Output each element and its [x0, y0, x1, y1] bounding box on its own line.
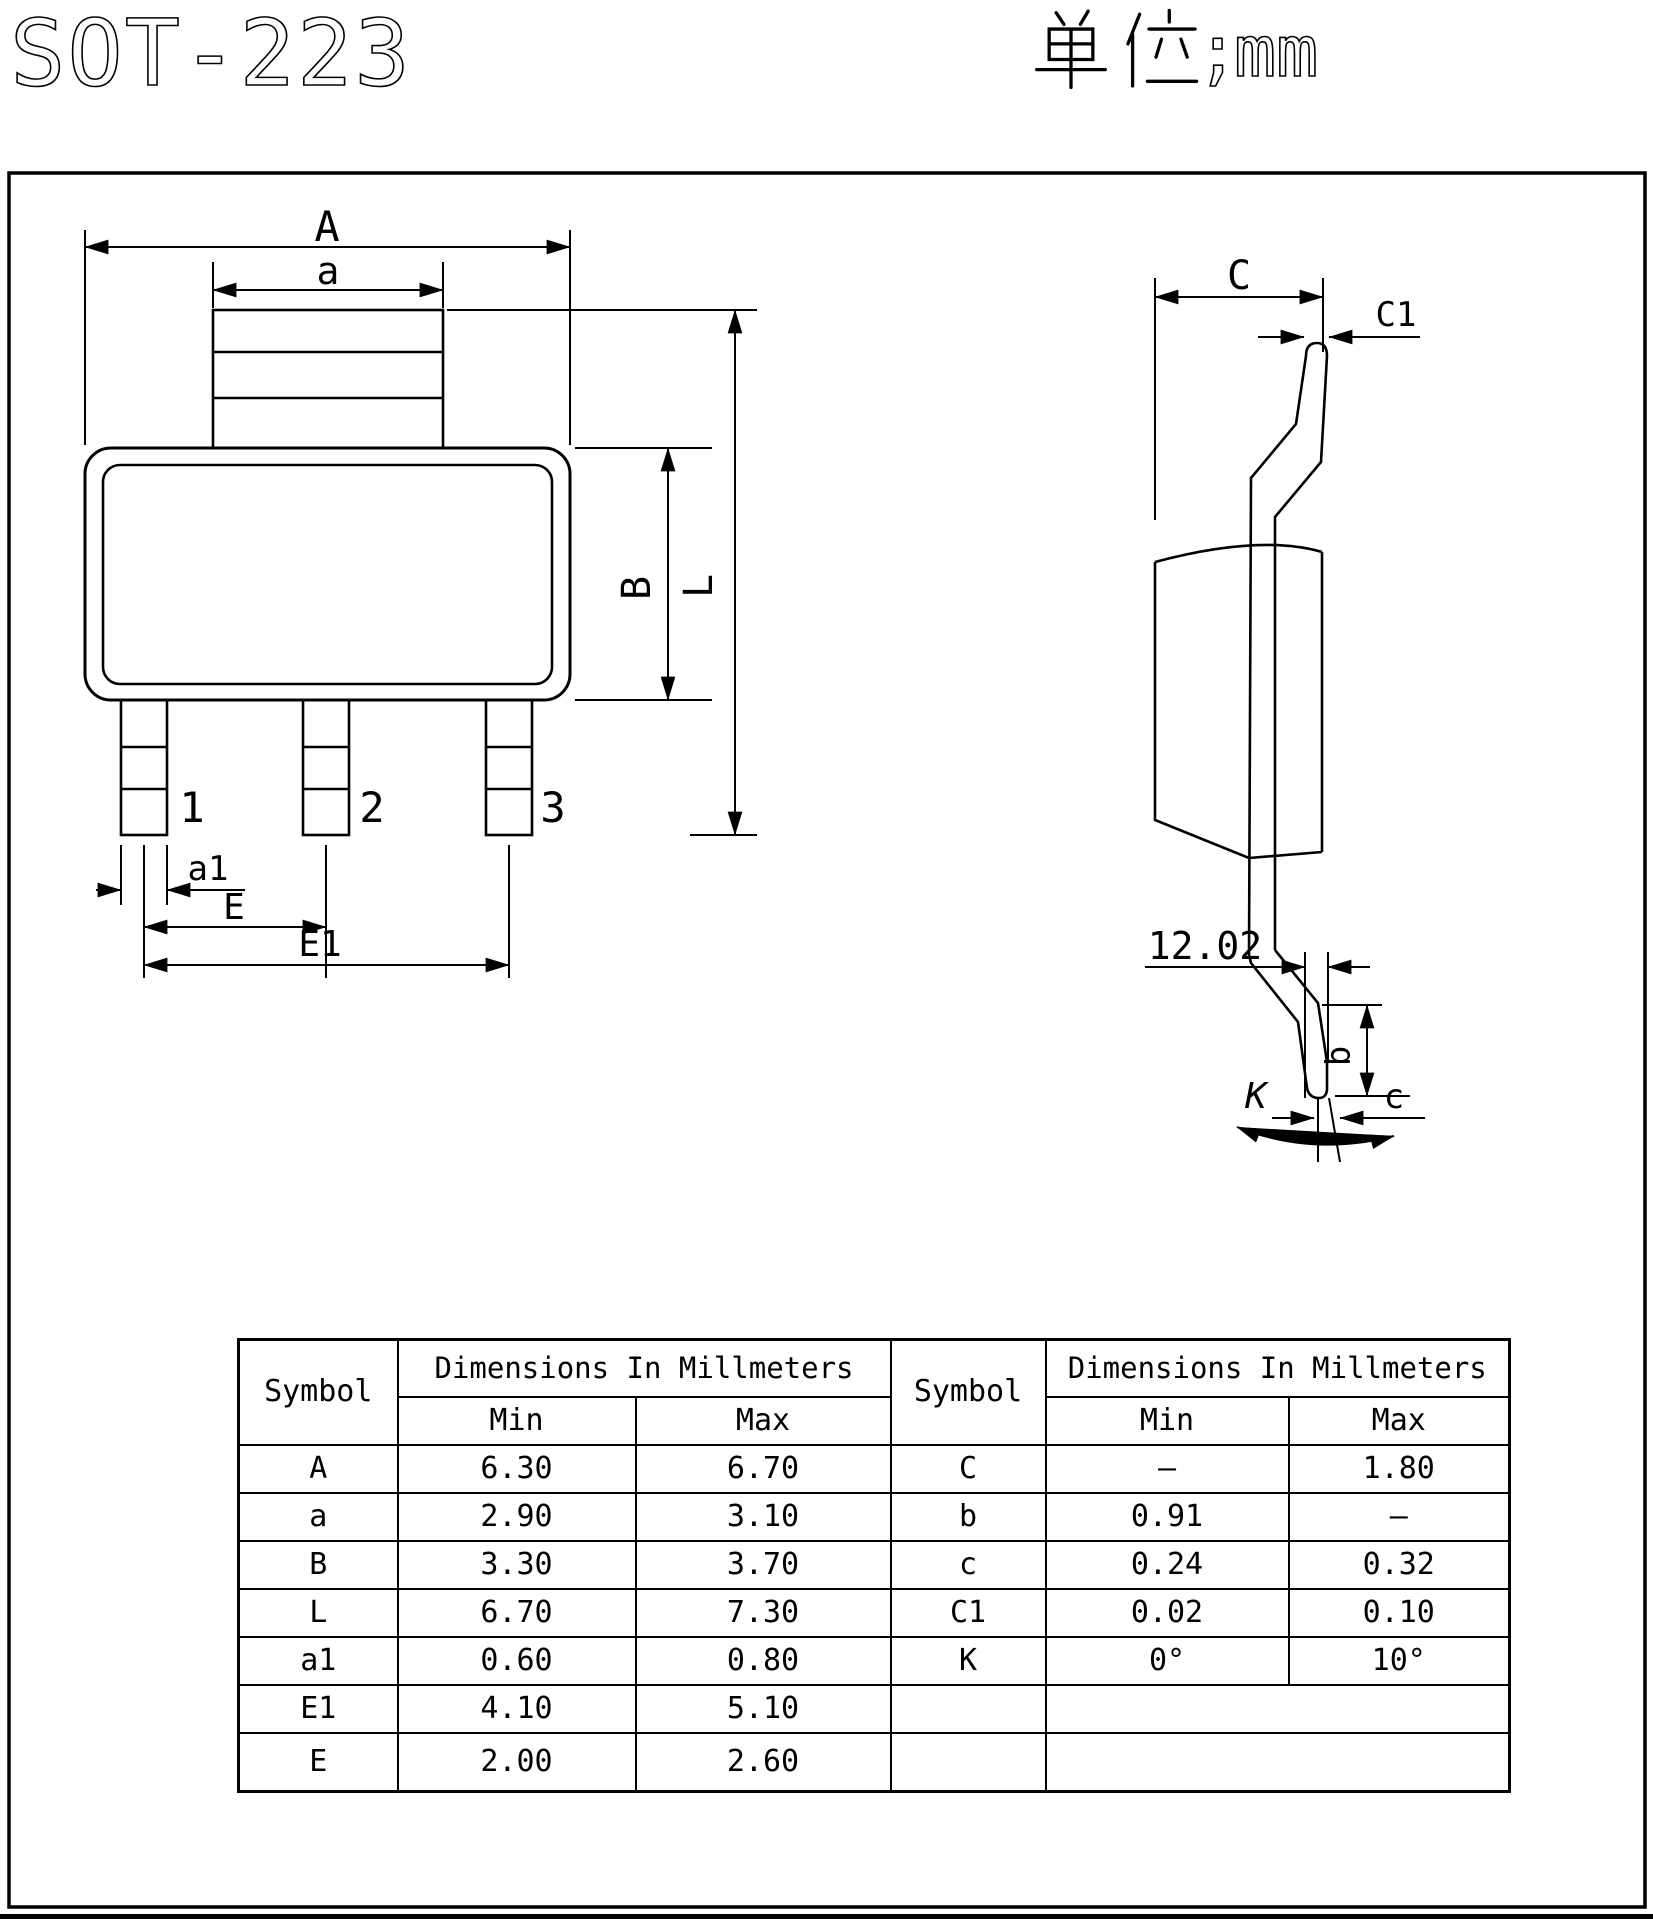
- dim-B-label: B: [614, 575, 660, 601]
- dim-a1-label: a1: [187, 849, 229, 889]
- sheet-title: SOT-223: [10, 0, 412, 107]
- symbol-cell: b: [891, 1493, 1046, 1541]
- max-cell: 3.10: [636, 1493, 891, 1541]
- dimensions-table: [237, 1338, 1511, 1793]
- table-row: [239, 1445, 1510, 1493]
- max-cell: 0.80: [636, 1637, 891, 1685]
- symbol-cell: L: [239, 1589, 398, 1637]
- max-cell: 7.30: [636, 1589, 891, 1637]
- value-cell-empty: [1046, 1733, 1510, 1791]
- dimension-a: [213, 249, 443, 308]
- dim-L-label: L: [676, 573, 722, 599]
- dimension-C1: [1258, 295, 1420, 337]
- pin-3-label: 3: [540, 783, 566, 832]
- k-angle-arc: [1237, 1127, 1394, 1145]
- pin-1-label: 1: [179, 783, 205, 832]
- dim-C1-label: C1: [1375, 295, 1417, 335]
- symbol-cell: c: [891, 1541, 1046, 1589]
- symbol-cell-empty: [891, 1733, 1046, 1791]
- min-cell: 0.91: [1046, 1493, 1289, 1541]
- tab-lead-right-edge: [1275, 356, 1327, 950]
- side-body-bottom-edge: [1249, 852, 1322, 858]
- min-cell: 2.90: [398, 1493, 636, 1541]
- table-row: [239, 1541, 1510, 1589]
- min-cell: 2.00: [398, 1733, 636, 1791]
- max-cell: 10°: [1289, 1637, 1510, 1685]
- front-view-pin-labels: [179, 783, 565, 832]
- symbol-cell: a: [239, 1493, 398, 1541]
- unit-cjk-glyphs: [1037, 10, 1197, 87]
- min-cell: 0.24: [1046, 1541, 1289, 1589]
- min-cell: 3.30: [398, 1541, 636, 1589]
- max-cell: 0.32: [1289, 1541, 1510, 1589]
- min-header-left: Min: [398, 1397, 636, 1445]
- max-cell: 3.70: [636, 1541, 891, 1589]
- min-cell: 0.60: [398, 1637, 636, 1685]
- body-outline-inner: [103, 465, 552, 684]
- lower-lead-left-edge: [1249, 955, 1307, 1088]
- max-cell: –: [1289, 1493, 1510, 1541]
- dimension-C: [1155, 253, 1323, 520]
- dim-a-label: a: [316, 249, 340, 293]
- min-cell: 6.30: [398, 1445, 636, 1493]
- dims-header-right: Dimensions In Millmeters: [1046, 1340, 1510, 1397]
- symbol-cell: a1: [239, 1637, 398, 1685]
- body-outline-outer: [85, 448, 570, 700]
- dim-K-label: K: [1245, 1076, 1267, 1117]
- table-header-row-2: [239, 1397, 1510, 1445]
- dims-header-left: Dimensions In Millmeters: [398, 1340, 891, 1397]
- dimension-c: [1335, 1077, 1410, 1117]
- symbol-cell: E1: [239, 1685, 398, 1733]
- table-row: [239, 1493, 1510, 1541]
- symbol-cell: B: [239, 1541, 398, 1589]
- max-cell: 0.10: [1289, 1589, 1510, 1637]
- min-cell: 0°: [1046, 1637, 1289, 1685]
- dimension-lead-length: [1145, 924, 1370, 1098]
- unit-mm: mm: [1234, 11, 1319, 93]
- pin-2-label: 2: [359, 783, 385, 832]
- max-cell: 1.80: [1289, 1445, 1510, 1493]
- front-view-drawing: [85, 310, 570, 835]
- min-cell: 6.70: [398, 1589, 636, 1637]
- symbol-cell-empty: [891, 1685, 1046, 1733]
- max-header-left: Max: [636, 1397, 891, 1445]
- dim-A-label: A: [314, 202, 340, 251]
- table-row: [239, 1637, 1510, 1685]
- dim-lead-length-value: 12.02: [1147, 924, 1263, 968]
- unit-label: [1037, 9, 1319, 93]
- pin-2: [303, 700, 349, 835]
- side-body-top-arc: [1155, 545, 1322, 562]
- lead-foot-cap: [1307, 1062, 1327, 1098]
- tab-lead-left-edge: [1249, 356, 1306, 955]
- dim-b-label: b: [1319, 1045, 1359, 1067]
- max-header-right: Max: [1289, 1397, 1510, 1445]
- sheet-bottom-rule: [0, 1914, 1653, 1919]
- table-row: [239, 1685, 1510, 1733]
- dim-c-label: c: [1383, 1077, 1405, 1117]
- side-view-drawing: [1155, 343, 1340, 1162]
- min-header-right: Min: [1046, 1397, 1289, 1445]
- symbol-cell: E: [239, 1733, 398, 1791]
- dim-E-label: E: [223, 887, 245, 928]
- symbol-cell: K: [891, 1637, 1046, 1685]
- value-cell-empty: [1046, 1685, 1510, 1733]
- dimension-A: [85, 202, 570, 445]
- tab-outline: [213, 310, 443, 448]
- unit-semicolon: ;: [1196, 9, 1240, 93]
- symbol-cell: A: [239, 1445, 398, 1493]
- pin-1: [121, 700, 167, 835]
- symbol-header-right: Symbol: [891, 1340, 1046, 1445]
- dim-E1-label: E1: [298, 924, 342, 965]
- dim-C-label: C: [1226, 253, 1252, 299]
- table-header-row-1: [239, 1340, 1510, 1397]
- symbol-cell: C1: [891, 1589, 1046, 1637]
- max-cell: 6.70: [636, 1445, 891, 1493]
- k-ref-slant: [1329, 1098, 1340, 1162]
- max-cell: 5.10: [636, 1685, 891, 1733]
- min-cell: –: [1046, 1445, 1289, 1493]
- table-row: [239, 1733, 1510, 1791]
- min-cell: 4.10: [398, 1685, 636, 1733]
- symbol-cell: C: [891, 1445, 1046, 1493]
- pin-3: [486, 700, 532, 835]
- side-body-left-edge: [1155, 562, 1249, 858]
- max-cell: 2.60: [636, 1733, 891, 1791]
- dimension-L: [447, 310, 757, 835]
- min-cell: 0.02: [1046, 1589, 1289, 1637]
- table-row: [239, 1589, 1510, 1637]
- symbol-header-left: Symbol: [239, 1340, 398, 1445]
